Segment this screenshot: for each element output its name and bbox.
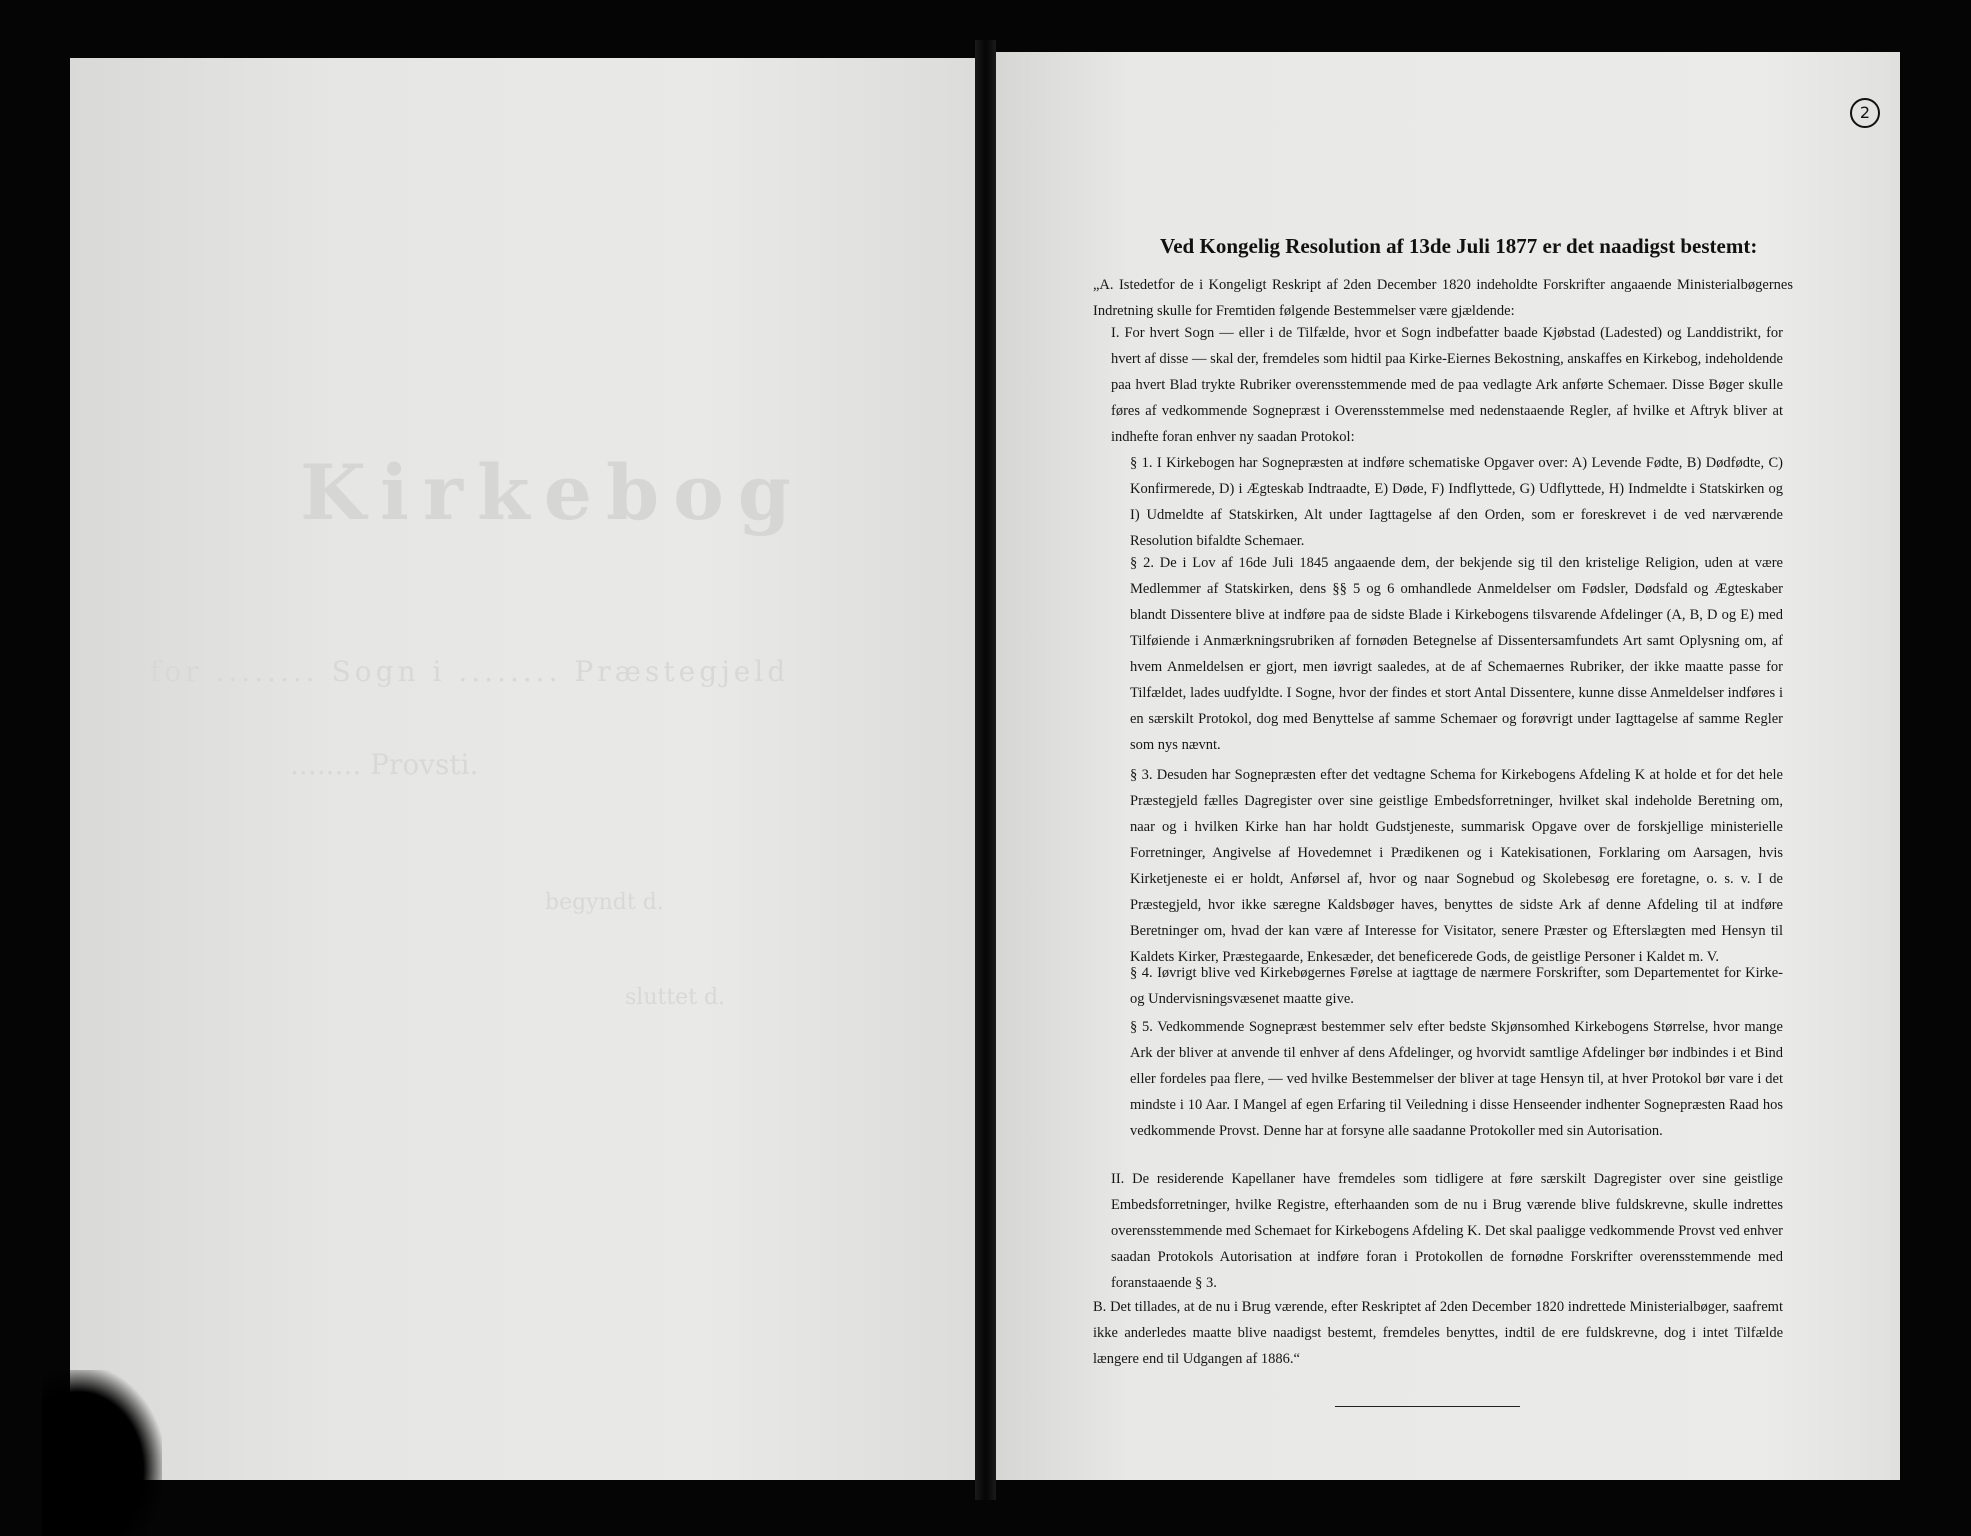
closing-rule	[1335, 1406, 1520, 1407]
left-page-sluttet: sluttet d.	[625, 985, 726, 1010]
left-page-provsti-line: ........ Provsti.	[290, 748, 479, 781]
paragraph-2-text: § 2. De i Lov af 16de Juli 1845 angaaende dem, der bekjende sig til den kristelige Religion, uden at være Medlemmer af Statskirken, dens §§ 5 og 6 omhandlede Anmeldelser om Fødsler, Dødsfald og Ægteskaber blandt Dissentere blive at indføre paa de sidste Blade i Kirkebogens tilsvarende Afdelinger (A, B, D og E) med Tilføiende i Anmærkningsrubriken af fornøden Betegnelse af Dissentersamfundets Art samt Oplysning om, af hvem Anmeldelsen er gjort, men iøvrigt saaledes, at de af Schemaernes Rubriker, der ikke maatte passe for Tilfældet, lades uudfyldte. I Sogne, hvor der findes et stort Antal Dissentere, kunne disse Anmeldelser indføres i en særskilt Protokol, dog med Benyttelse af samme Schemaer og forøvrigt under Iagttagelse af samme Regler som nys nævnt.	[1130, 555, 1783, 753]
page-number: 2	[1850, 98, 1880, 128]
paragraph-5-text: § 5. Vedkommende Sognepræst bestemmer selv efter bedste Skjønsomhed Kirkebogens Størrelse, hvor mange Ark der bliver at anvende til enhver af dens Afdelinger, og hvorvidt samtlige Afdelinger bør indbindes i et Bind eller fordeles paa flere, — ved hvilke Bestemmelser der bliver at tage Hensyn til, at hver Protokol bør vare i det mindste i 10 Aar. I Mangel af egen Erfaring til Veiledning i disse Henseender indhenter Sognepræsten Raad hos vedkommende Provst. Denne har at forsyne alle saadanne Protokoller med sin Autorisation.	[1130, 1019, 1783, 1139]
paragraph-1-text: § 1. I Kirkebogen har Sognepræsten at indføre schematiske Opgaver over: A) Levende Fødte, B) Dødfødte, C) Konfirmerede, D) i Ægteskab Indtraadte, E) Døde, F) Indflyttede, G) Udflyttede, H) Indmeldte i Statskirken og I) Udmeldte af Statskirken, Alt under Iagttagelse af den Orden, som er foreskrevet i de ved nærværende Resolution bifaldte Schemaer.	[1130, 455, 1783, 549]
paragraph-4	[1130, 960, 1783, 1018]
paragraph-1	[1130, 450, 1783, 560]
section-i-text: I. For hvert Sogn — eller i de Tilfælde, hvor et Sogn indbefatter baade Kjøbstad (Ladested) og Landdistrikt, for hvert af disse — skal der, fremdeles som hidtil paa Kirke-Eiernes Bekostning, anskaffes en Kirkebog, indeholdende paa hvert Blad trykte Rubriker overensstemmende med de paa vedlagte Ark anførte Schemaer. Disse Bøger skulle føres af vedkommende Sognepræst i Overensstemmelse med nedenstaaende Regler, af hvilke et Aftryk bliver at indhefte foran enhver ny saadan Protokol:	[1111, 325, 1783, 445]
section-b-text: B. Det tillades, at de nu i Brug værende, efter Reskriptet af 2den December 1820 indrettede Ministerialbøger, saafremt ikke anderledes maatte blive naadigst bestemt, fremdeles benyttes, indtil de ere fuldskrevne, dog i intet Tilfælde længere end til Udgangen af 1886.“	[1093, 1299, 1783, 1367]
paragraph-5	[1130, 1014, 1783, 1150]
left-page-title: Kirkebog	[300, 448, 805, 537]
paragraph-4-text: § 4. Iøvrigt blive ved Kirkebøgernes Førelse at iagttage de nærmere Forskrifter, som Departementet for Kirke- og Undervisningsvæsenet maatte give.	[1130, 965, 1783, 1007]
section-b	[1093, 1294, 1783, 1378]
book-spine	[975, 40, 996, 1500]
section-a-text: „A. Istedetfor de i Kongeligt Reskript af 2den December 1820 indeholdte Forskrifter angaaende Ministerialbøgernes Indretning skulle for Fremtiden følgende Bestemmelser være gjældende:	[1093, 277, 1793, 319]
paragraph-3-text: § 3. Desuden har Sognepræsten efter det vedtagne Schema for Kirkebogens Afdeling K at holde et for det hele Præstegjeld fælles Dagregister over sine geistlige Embedsforretninger, hvilket skal indeholde Beretning om, naar og i hvilken Kirke han har holdt Gudstjeneste, summarisk Opgave over de forskjellige ministerielle Forretninger, Angivelse af Hovedemnet i Prædikenen og i Katekisationen, Forklaring om Aarsagen, hvis Kirketjeneste ei er holdt, Anførsel af, hvor og naar Sognebud og Skolebesøg ere foretagne, o. s. v. I de Præstegjeld, hvor ikke særegne Kaldsbøger haves, benyttes de sidste Ark af denne Afdeling til at indføre Beretninger om, hvad der kan være af Interesse for Visitator, senere Præster og Efterslægten med Hensyn til Kaldets Kirker, Præstegaarde, Enkesæder, det beneficerede Gods, de geistlige Personer i Kaldet m. V.	[1130, 767, 1783, 965]
section-ii-text: II. De residerende Kapellaner have fremdeles som tidligere at føre særskilt Dagregister over sine geistlige Embedsforretninger, hvilke Registre, efterhaanden som de nu i Brug værende blive fuldskrevne, skulle indrettes overensstemmende med Schemaet for Kirkebogens Afdeling K. Det skal paaligge vedkommende Provst ved enhver saadan Protokols Autorisation at indføre foran i Protokollen de fornødne Forskrifter overensstemmende med foranstaaende § 3.	[1111, 1171, 1783, 1291]
left-page-begyndt: begyndt d.	[545, 890, 664, 915]
section-ii	[1111, 1166, 1783, 1302]
corner-shadow	[42, 1370, 162, 1536]
section-i	[1111, 320, 1783, 456]
resolution-heading: Ved Kongelig Resolution af 13de Juli 1877 er det naadigst bestemt:	[1160, 234, 1758, 258]
paragraph-3	[1130, 762, 1783, 976]
left-page-sogn-line: for ........ Sogn i ........ Præstegjeld	[150, 655, 790, 688]
paragraph-2	[1130, 550, 1783, 764]
